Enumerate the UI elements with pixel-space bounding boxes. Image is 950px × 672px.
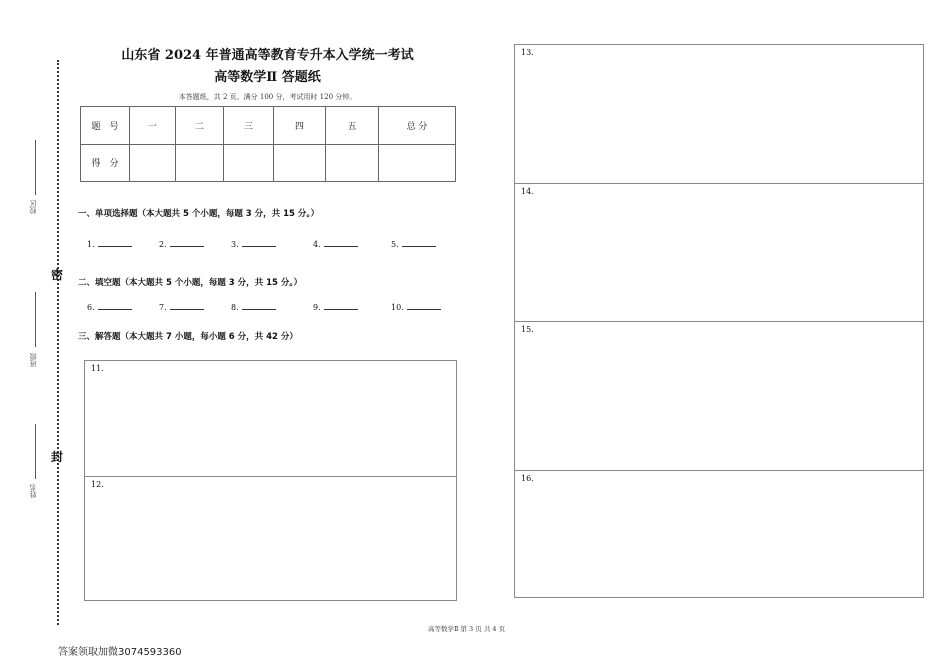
- score-cell-1[interactable]: [130, 144, 176, 182]
- name-line: [35, 424, 36, 479]
- name-label: 姓名: [29, 484, 37, 498]
- score-header-1: 一: [130, 107, 176, 145]
- binding-dotted-line: [57, 60, 59, 625]
- score-header-4: 四: [274, 107, 326, 145]
- score-header-total: 总 分: [379, 107, 456, 145]
- question-number: 12.: [91, 480, 104, 489]
- question-number: 16.: [521, 474, 534, 483]
- choice-blank-5[interactable]: [391, 238, 436, 249]
- section-solve-heading: 三、解答题（本大题共 7 小题，每小题 6 分，共 42 分）: [78, 332, 298, 342]
- exam-title: 山东省 2024 年普通高等教育专升本入学统一考试: [121, 48, 414, 63]
- score-cell-total[interactable]: [379, 144, 456, 182]
- seal-char-mi: 密: [51, 268, 64, 282]
- choice-blank-4[interactable]: [313, 238, 358, 249]
- fill-blank-10[interactable]: [391, 301, 441, 312]
- school-label: 校区: [29, 200, 37, 214]
- score-header-row: [81, 107, 456, 145]
- watermark-text: 答案领取加微3074593360: [58, 647, 182, 658]
- class-label: 班级: [29, 353, 37, 367]
- school-line: [35, 140, 36, 195]
- choice-blank-1[interactable]: [87, 238, 132, 249]
- choice-number: 3.: [231, 240, 239, 249]
- fill-number: 9.: [313, 303, 321, 312]
- score-row-label: 得 分: [81, 144, 130, 182]
- score-value-row: [81, 144, 456, 182]
- fill-number: 7.: [159, 303, 167, 312]
- question-number: 13.: [521, 48, 534, 57]
- choice-number: 4.: [313, 240, 321, 249]
- choice-number: 1.: [87, 240, 95, 249]
- score-table: [80, 106, 456, 182]
- fill-blank-8[interactable]: [231, 301, 276, 312]
- fill-number: 6.: [87, 303, 95, 312]
- answer-box-14[interactable]: [514, 183, 924, 322]
- exam-note: 本答题纸，共 2 页。满分 100 分，考试用时 120 分钟。: [178, 93, 357, 101]
- question-number: 14.: [521, 187, 534, 196]
- answer-box-12[interactable]: [84, 476, 457, 601]
- score-header-5: 五: [326, 107, 379, 145]
- question-number: 11.: [91, 364, 104, 373]
- choice-number: 5.: [391, 240, 399, 249]
- score-cell-3[interactable]: [224, 144, 274, 182]
- answer-box-13[interactable]: [514, 44, 924, 184]
- answer-box-15[interactable]: [514, 321, 924, 471]
- fill-number: 8.: [231, 303, 239, 312]
- fill-blank-6[interactable]: [87, 301, 132, 312]
- class-line: [35, 292, 36, 347]
- fill-number: 10.: [391, 303, 404, 312]
- score-cell-2[interactable]: [176, 144, 224, 182]
- fill-blank-9[interactable]: [313, 301, 358, 312]
- answer-box-16[interactable]: [514, 470, 924, 598]
- score-header-3: 三: [224, 107, 274, 145]
- section-choice-heading: 一、单项选择题（本大题共 5 个小题，每题 3 分，共 15 分。）: [78, 209, 320, 219]
- score-header-label: 题 号: [81, 107, 130, 145]
- answer-box-11[interactable]: [84, 360, 457, 477]
- choice-number: 2.: [159, 240, 167, 249]
- question-number: 15.: [521, 325, 534, 334]
- score-cell-5[interactable]: [326, 144, 379, 182]
- page-footer: 高等数学Ⅱ 第 3 页 共 4 页: [428, 625, 506, 633]
- section-fill-heading: 二、填空题（本大题共 5 个小题，每题 3 分，共 15 分。）: [78, 278, 303, 288]
- choice-blank-3[interactable]: [231, 238, 276, 249]
- fill-blank-7[interactable]: [159, 301, 204, 312]
- sheet-subtitle: 高等数学Ⅱ 答题纸: [214, 70, 321, 85]
- choice-blank-2[interactable]: [159, 238, 204, 249]
- score-cell-4[interactable]: [274, 144, 326, 182]
- score-header-2: 二: [176, 107, 224, 145]
- seal-char-feng: 封: [51, 450, 64, 464]
